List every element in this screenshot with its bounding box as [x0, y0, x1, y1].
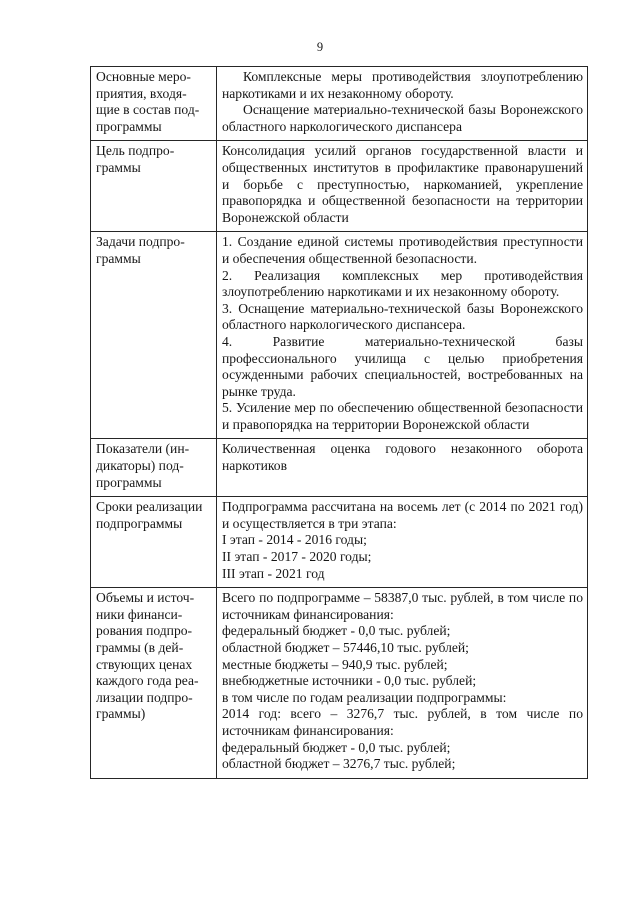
content-paragraph: Комплексные меры противодействия злоупотреблению наркотиками и их незаконному обороту. [222, 69, 583, 101]
page-number: 9 [316, 40, 324, 54]
row-label-line: щие в состав под- [96, 102, 200, 118]
row-label-line: граммы (в дей- [96, 640, 184, 655]
row-label-line: программы [96, 118, 162, 134]
row-label-line: Цель подпро- [96, 143, 175, 159]
content-paragraph: федеральный бюджет - 0,0 тыс. рублей; [222, 739, 451, 755]
row-label-cell [91, 497, 217, 588]
row-label-line: граммы [96, 159, 141, 175]
content-paragraph: Подпрограмма рассчитана на восемь лет (с 2014 по 2021 год) и осуществляется в три этапа: [222, 499, 583, 531]
content-paragraph: I этап - 2014 - 2016 годы; [222, 532, 367, 548]
table-row-implementation-terms [91, 497, 588, 588]
row-label-line: подпрограммы [96, 515, 183, 531]
row-label-line: граммы) [96, 706, 146, 722]
row-label-line: дикаторы) под- [96, 458, 184, 474]
row-label-cell [91, 67, 217, 141]
row-label-line: Сроки реализации [96, 499, 203, 515]
row-label-cell [91, 232, 217, 439]
content-paragraph: 3. Оснащение материально-технической базы Воронежского областного наркологического диспансера. [222, 300, 583, 333]
row-label-line: лизации подпро- [96, 689, 193, 705]
content-paragraph: Всего по подпрограмме – 58387,0 тыс. рублей, в том числе по источникам финансирования: [222, 590, 583, 622]
content-paragraph: Оснащение материально-технической базы Воронежского областного наркологического диспансера [222, 102, 583, 134]
content-paragraph: III этап - 2021 год [222, 565, 325, 581]
passport-table-body [91, 67, 588, 779]
content-paragraph: федеральный бюджет - 0,0 тыс. рублей; [222, 623, 451, 639]
row-label-line: граммы [96, 250, 141, 266]
row-label-line: приятия, входя- [96, 85, 187, 101]
row-content-cell [217, 588, 588, 779]
content-paragraph: 4. Развитие материально-технической базы профессионального училища с целью приобретения осужденными рабочих специальностей, востребованных на рынке труда. [222, 333, 583, 399]
row-label-line: Показатели (ин- [96, 441, 190, 457]
row-label-line: ники финанси- [96, 606, 183, 622]
table-row-tasks [91, 232, 588, 439]
row-label-line: Основные меро- [96, 69, 191, 84]
row-label-cell [91, 439, 217, 497]
row-content-cell [217, 141, 588, 232]
content-paragraph: II этап - 2017 - 2020 годы; [222, 549, 372, 565]
table-row-indicators [91, 439, 588, 497]
row-content-cell [217, 439, 588, 497]
row-label-line: Объемы и источ- [96, 590, 195, 606]
table-row-goal [91, 141, 588, 232]
content-paragraph: местные бюджеты – 940,9 тыс. рублей; [222, 656, 448, 672]
row-label-cell [91, 141, 217, 232]
content-paragraph: областной бюджет – 57446,10 тыс. рублей; [222, 640, 469, 655]
content-paragraph: 5. Усиление мер по обеспечению общественной безопасности и правопорядка на территории Воронежской области [222, 400, 583, 432]
row-content-cell [217, 232, 588, 439]
table-row-main-activities [91, 67, 588, 141]
row-label-line: Задачи подпро- [96, 234, 185, 250]
row-content-cell [217, 497, 588, 588]
content-paragraph: 1. Создание единой системы противодействия преступности и обеспечения общественной безопасности. [222, 234, 583, 266]
row-label-line: программы [96, 474, 162, 490]
content-paragraph: Консолидация усилий органов государственной власти и общественных институтов в профилактике правонарушений и борьбе с преступностью, наркоманией, укрепление правопорядка и общественной безопасности на территории Воронежской области [222, 143, 583, 225]
content-paragraph: 2. Реализация комплексных мер противодействия злоупотреблению наркотиками и их незаконному обороту. [222, 267, 583, 300]
content-paragraph: Количественная оценка годового незаконного оборота наркотиков [222, 441, 583, 474]
row-label-line: ствующих ценах [96, 656, 193, 672]
row-label-line: каждого года реа- [96, 673, 199, 689]
table-row-funding [91, 588, 588, 779]
content-paragraph: внебюджетные источники - 0,0 тыс. рублей; [222, 673, 477, 689]
subprogram-passport-table [90, 66, 588, 779]
content-paragraph: в том числе по годам реализации подпрограммы: [222, 689, 507, 705]
row-label-line: рования подпро- [96, 623, 193, 639]
content-paragraph: областной бюджет – 3276,7 тыс. рублей; [222, 756, 456, 772]
row-label-cell [91, 588, 217, 779]
row-content-cell [217, 67, 588, 141]
content-paragraph: 2014 год: всего – 3276,7 тыс. рублей, в том числе по источникам финансирования: [222, 706, 583, 738]
